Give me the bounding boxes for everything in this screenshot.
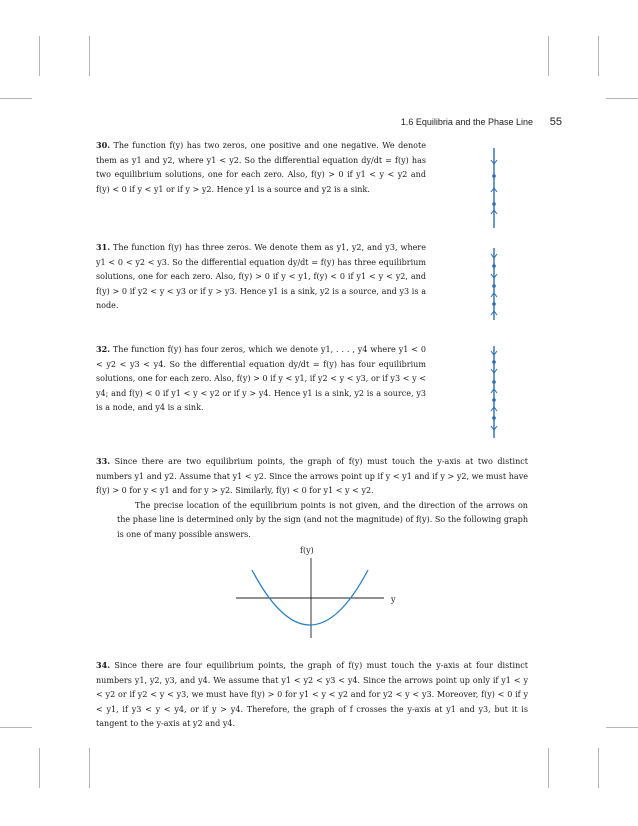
problem-number: 34. <box>96 660 110 670</box>
crop-mark <box>39 748 40 788</box>
problem-text: The function f(y) has four zeros, which we denote y1, . . . , y4 where y1 < 0 < y2 < y3 < y4. So the differential equation dy/dt = f(y) has four equilibrium solutions, one for each zero. Also, f(y) > 0 if y < y1, if y2 < y < y3, or if y3 < y < y4; and f(y) < 0 if y1 < y < y2 or if y > y4. Hence y1 is a sink, y2 is a source, y3 is a node, and y4 is a sink. <box>96 345 426 413</box>
crop-mark <box>606 98 638 99</box>
problem-33 <box>96 454 528 543</box>
equilibrium-point <box>492 264 496 268</box>
problem-text: The function f(y) has three zeros. We denote them as y1, y2, and y3, where y1 < 0 < y2 < y3. So the differential equation dy/dt = f(y) has three equilibrium solutions, one for each zero. Also, f(y) > 0 if y < y1, f(y) < 0 if y1 < y < y2, and f(y) > 0 if y2 < y < y3 or if y > y3. Hence y1 is a sink, y2 is a source, and y3 is a node. <box>96 243 426 311</box>
equilibrium-point <box>492 380 496 384</box>
crop-mark <box>548 748 549 788</box>
equilibrium-point <box>492 284 496 288</box>
problem-text: The function f(y) has two zeros, one positive and one negative. We denote them as y1 and y2, where y1 < y2. So the differential equation dy/dt = f(y) has two equilibrium solutions, one for each zero. Also, f(y) > 0 if y1 < y < y2 and f(y) < 0 if y < y1 or if y > y2. Hence y1 is a source and y2 is a sink. <box>96 141 427 194</box>
problem-number: 31. <box>96 242 110 252</box>
problem-number: 30. <box>96 140 110 150</box>
vertical-axis-label: f(y) <box>300 546 314 555</box>
equilibrium-point <box>492 360 496 364</box>
horizontal-axis-label: y <box>391 595 396 604</box>
equilibrium-point <box>492 174 496 178</box>
phase-line-30 <box>488 148 500 228</box>
problem-text-continued: The precise location of the equilibrium points is not given, and the direction of the arrows on the phase line is determined only by the sign (and not the magnitude) of f(y). So the following graph is one of many possible answers. <box>117 500 528 539</box>
crop-mark <box>548 36 549 76</box>
problem-30 <box>96 138 426 197</box>
problem-text: Since there are four equilibrium points, the graph of f(y) must touch the y-axis at four distinct numbers y1, y2, y3, and y4. We assume that y1 < y2 < y3 < y4. Since the arrows point up only if y1 < y < y2 or if y2 < y < y3, we must have f(y) > 0 for y1 < y < y2 and for y2 < y < y3. Moreover, f(y) < 0 if y < y1, if y3 < y < y4, or if y > y4. Therefore, the graph of f crosses the y-axis at y1 and y3, but it is tangent to the y-axis at y2 and y4. <box>96 661 528 729</box>
running-header <box>0 117 638 131</box>
equilibrium-point <box>492 302 496 306</box>
crop-mark <box>39 36 40 76</box>
equilibrium-point <box>492 202 496 206</box>
section-title: 1.6 Equilibria and the Phase Line <box>400 117 533 127</box>
problem-number: 33. <box>96 456 110 466</box>
function-curve <box>252 570 368 625</box>
equilibrium-point <box>492 398 496 402</box>
crop-mark <box>606 727 638 728</box>
problem-31 <box>96 240 426 314</box>
problem-number: 32. <box>96 344 110 354</box>
crop-mark <box>0 98 32 99</box>
crop-mark <box>598 748 599 788</box>
crop-mark <box>598 36 599 76</box>
problem-text: Since there are two equilibrium points, the graph of f(y) must touch the y-axis at two distinct numbers y1 and y2. Assume that y1 < y2. Since the arrows point up if y < y1 and if y > y2, we must have f(y) > 0 for y < y1 and for y > y2. Similarly, f(y) < 0 for y1 < y < y2. <box>96 457 528 496</box>
function-graph <box>230 540 410 640</box>
crop-mark <box>0 727 32 728</box>
page-number: 55 <box>549 116 562 128</box>
equilibrium-point <box>492 416 496 420</box>
phase-line-32 <box>488 346 500 438</box>
problem-34 <box>96 658 528 732</box>
crop-mark <box>89 36 90 76</box>
problem-32 <box>96 342 426 416</box>
crop-mark <box>89 748 90 788</box>
phase-line-31 <box>488 248 500 320</box>
